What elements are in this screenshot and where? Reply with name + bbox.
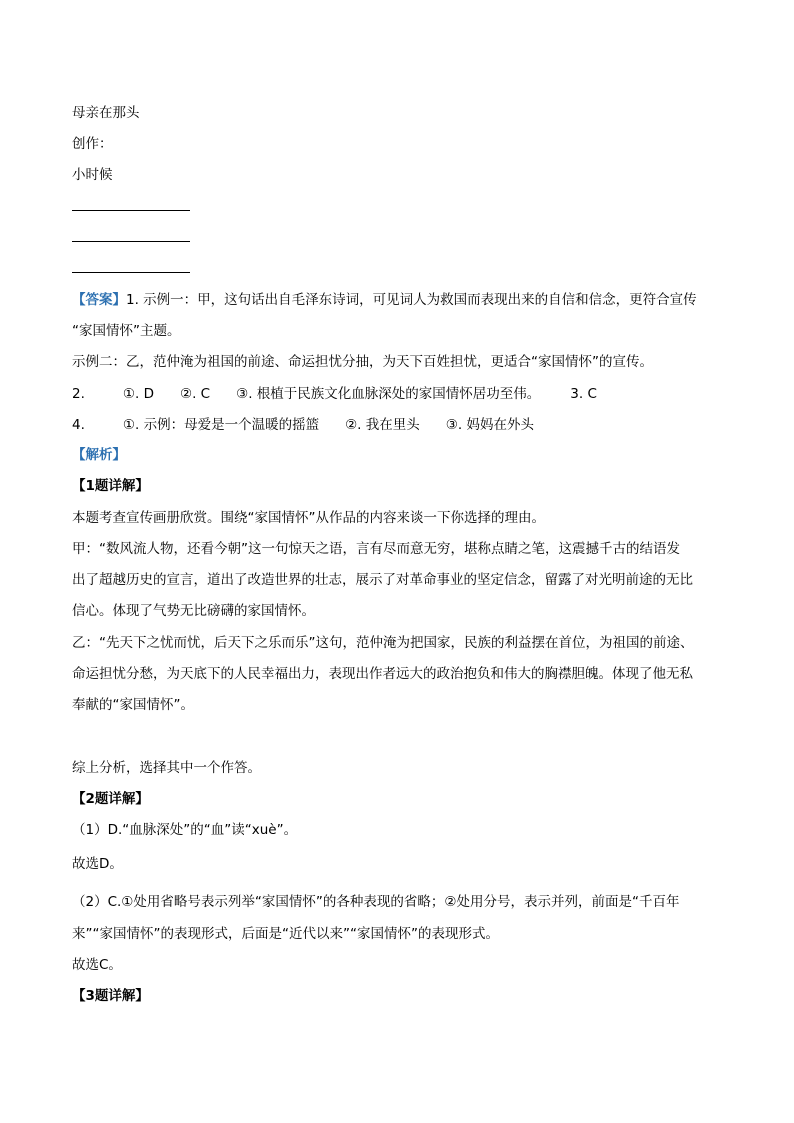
detail-1-summary: 综上分析，选择其中一个作答。: [72, 760, 261, 776]
detail-1-jia-line-1: 甲：“数风流人物，还看今朝”这一句惊天之语，言有尽而意无穷，堪称点睛之笔，这震撼千古的结语发: [72, 541, 680, 557]
detail-1-yi-line-2: 命运担忧分愁，为天底下的人民幸福出力，表现出作者远大的政治抱负和伟大的胸襟胆魄。体现了他无私: [72, 666, 693, 682]
answer-q1-example-2: 示例二：乙，范仲淹为祖国的前途、命运担忧分抽，为天下百姓担忧，更适合“家国情怀”的宣传。: [72, 354, 653, 370]
detail-2-choose-c: 故选C。: [72, 957, 122, 973]
detail-2-part-2-line-1: （2）C.①处用省略号表示列举“家国情怀”的各种表现的省略；②处用分号，表示并列，前面是“千百年: [72, 894, 680, 910]
answer-q1-line-1: [72, 291, 732, 309]
detail-1-yi-line-1: 乙：“先天下之忧而忧，后天下之乐而乐”这句，范仲淹为把国家，民族的利益摆在首位，为祖国的前途、: [72, 635, 694, 651]
detail-3-heading: 【3题详解】: [72, 988, 149, 1004]
answer-q4-option-a: ①. 示例：母爱是一个温暖的摇篮: [122, 417, 320, 433]
answer-q4-option-b: ②. 我在里头: [345, 417, 420, 433]
answer-q2-option-b: ②. C: [179, 386, 211, 402]
answer-q3: 3. C: [570, 386, 597, 402]
poem-title: 母亲在那头: [72, 105, 140, 121]
creation-label: 创作：: [72, 136, 113, 152]
detail-2-choose-d: 故选D。: [72, 856, 123, 872]
poem-line-1: 小时候: [72, 167, 113, 183]
analysis-tag: 【解析】: [72, 447, 126, 463]
answer-q2-row: [72, 385, 732, 403]
detail-1-jia-line-2: 出了超越历史的宣言，道出了改造世界的壮志，展示了对革命事业的坚定信念，留露了对光明前途的无比: [72, 572, 693, 588]
answer-q1-text: 1. 示例一：甲，这句话出自毛泽东诗词，可见词人为救国而表现出来的自信和信念，更符合宣传: [126, 292, 697, 308]
detail-1-heading: 【1题详解】: [72, 478, 149, 494]
detail-2-heading: 【2题详解】: [72, 791, 149, 807]
answer-q2-number: 2.: [72, 386, 85, 402]
answer-blank-2[interactable]: [72, 241, 190, 242]
answer-q1-line-2: “家国情怀”主题。: [72, 323, 181, 339]
detail-1-jia-line-3: 信心。体现了气势无比磅礴的家国情怀。: [72, 603, 315, 619]
answer-tag: 【答案】: [72, 292, 126, 308]
answer-q4-row: [72, 416, 732, 434]
answer-q2-option-a: ①. D: [122, 386, 154, 402]
answer-blank-1[interactable]: [72, 210, 190, 211]
detail-2-part-2-line-2: 来”“家国情怀”的表现形式，后面是“近代以来”“家国情怀”的表现形式。: [72, 926, 499, 942]
detail-2-part-1: （1）D.“血脉深处”的“血”读“xuè”。: [72, 822, 298, 838]
detail-1-intro: 本题考查宣传画册欣赏。围绕“家国情怀”从作品的内容来谈一下你选择的理由。: [72, 510, 545, 526]
detail-1-yi-line-3: 奉献的“家国情怀”。: [72, 697, 194, 713]
answer-q4-option-c: ③. 妈妈在外头: [445, 417, 534, 433]
answer-q2-option-c: ③. 根植于民族文化血脉深处的家国情怀居功至伟。: [236, 386, 541, 402]
answer-blank-3[interactable]: [72, 272, 190, 273]
answer-q4-number: 4.: [72, 417, 85, 433]
